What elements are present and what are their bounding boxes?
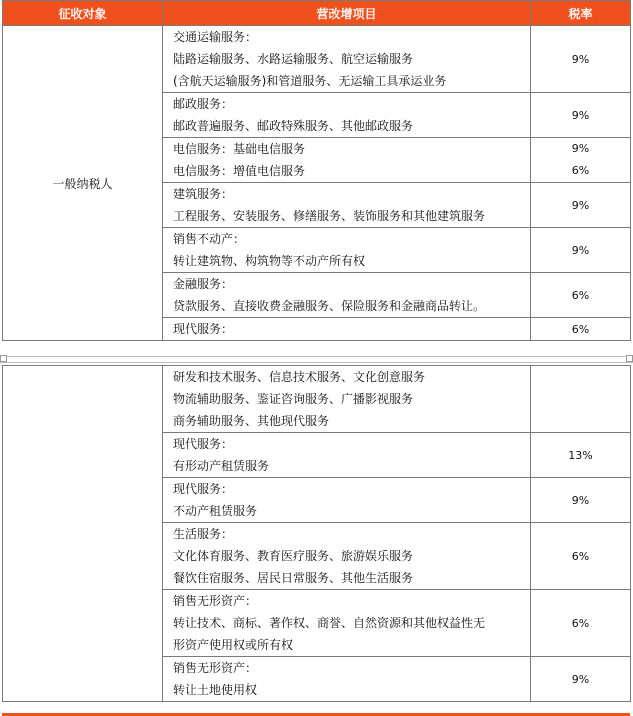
item-line: 销售无形资产： xyxy=(173,594,258,608)
item-line: 建筑服务： xyxy=(173,187,234,201)
item-cell xyxy=(163,433,531,478)
item-cell xyxy=(163,273,531,318)
item-line: 现代服务： xyxy=(173,482,234,496)
item-line: 研发和技术服务、信息技术服务、文化创意服务 xyxy=(173,370,426,384)
table-resize-handle-right[interactable] xyxy=(626,355,633,362)
page-break-line xyxy=(0,362,633,363)
item-line: 不动产租赁服务 xyxy=(173,504,258,518)
object-cell: 一般纳税人 xyxy=(3,26,163,341)
item-cell xyxy=(163,366,531,433)
header-rate: 税率 xyxy=(531,1,631,26)
item-line: 有形动产租赁服务 xyxy=(173,459,270,473)
item-cell xyxy=(163,657,531,702)
tax-table-bottom xyxy=(2,365,631,702)
item-cell xyxy=(163,26,531,93)
header-row xyxy=(3,1,631,26)
rate-cell: 6% xyxy=(531,273,631,318)
item-line: 工程服务、安装服务、修缮服务、装饰服务和其他建筑服务 xyxy=(173,209,486,223)
header-items: 营改增项目 xyxy=(163,1,531,26)
item-line: 电信服务：增值电信服务 xyxy=(173,164,306,178)
item-line: 贷款服务、直接收费金融服务、保险服务和金融商品转让。 xyxy=(173,299,486,313)
item-cell xyxy=(163,183,531,228)
item-line: 转让建筑物、构筑物等不动产所有权 xyxy=(173,254,366,268)
table-top-body xyxy=(3,26,631,341)
rate-value: 9% xyxy=(571,142,590,155)
rate-cell xyxy=(531,138,631,183)
item-cell xyxy=(163,228,531,273)
item-cell xyxy=(163,138,531,183)
item-line: 餐饮住宿服务、居民日常服务、其他生活服务 xyxy=(173,571,414,585)
object-cell xyxy=(3,366,163,702)
item-line: 邮政普遍服务、邮政特殊服务、其他邮政服务 xyxy=(173,119,414,133)
item-line: 销售不动产： xyxy=(173,232,246,246)
item-line: 电信服务：基础电信服务 xyxy=(173,142,306,156)
rate-cell: 9% xyxy=(531,183,631,228)
rate-cell: 9% xyxy=(531,657,631,702)
item-line: 金融服务： xyxy=(173,277,234,291)
table-resize-handle-left[interactable] xyxy=(0,355,7,362)
item-cell xyxy=(163,523,531,590)
header-object: 征收对象 xyxy=(3,1,163,26)
rate-cell: 13% xyxy=(531,433,631,478)
item-line: 转让土地使用权 xyxy=(173,683,258,697)
item-line: 交通运输服务： xyxy=(173,30,258,44)
item-line: 邮政服务： xyxy=(173,97,234,111)
table-row xyxy=(3,366,631,433)
table-bottom-body xyxy=(3,366,631,702)
rate-cell: 9% xyxy=(531,478,631,523)
item-line: (含航天运输服务)和管道服务、无运输工具承运业务 xyxy=(173,74,447,88)
rate-cell: 6% xyxy=(531,318,631,341)
item-line: 文化体育服务、教育医疗服务、旅游娱乐服务 xyxy=(173,549,414,563)
rate-cell: 6% xyxy=(531,523,631,590)
rate-cell: 9% xyxy=(531,93,631,138)
rate-cell: 9% xyxy=(531,228,631,273)
item-line: 生活服务： xyxy=(173,527,234,541)
item-line: 物流辅助服务、鉴证咨询服务、广播影视服务 xyxy=(173,392,414,406)
page-break-line xyxy=(0,356,633,357)
item-line: 现代服务： xyxy=(173,437,234,451)
item-line: 转让技术、商标、著作权、商誉、自然资源和其他权益性无 xyxy=(173,616,486,630)
table-row xyxy=(3,26,631,93)
item-cell xyxy=(163,590,531,657)
item-cell xyxy=(163,478,531,523)
item-line: 现代服务： xyxy=(173,322,234,336)
item-cell xyxy=(163,93,531,138)
rate-cell: 9% xyxy=(531,26,631,93)
rate-value: 6% xyxy=(571,164,590,177)
item-line: 销售无形资产： xyxy=(173,661,258,675)
tax-table-top xyxy=(2,0,631,341)
item-line: 商务辅助服务、其他现代服务 xyxy=(173,414,330,428)
rate-cell: 6% xyxy=(531,590,631,657)
rate-cell xyxy=(531,366,631,433)
item-line: 形资产使用权或所有权 xyxy=(173,638,294,652)
item-line: 陆路运输服务、水路运输服务、航空运输服务 xyxy=(173,52,414,66)
item-cell xyxy=(163,318,531,341)
